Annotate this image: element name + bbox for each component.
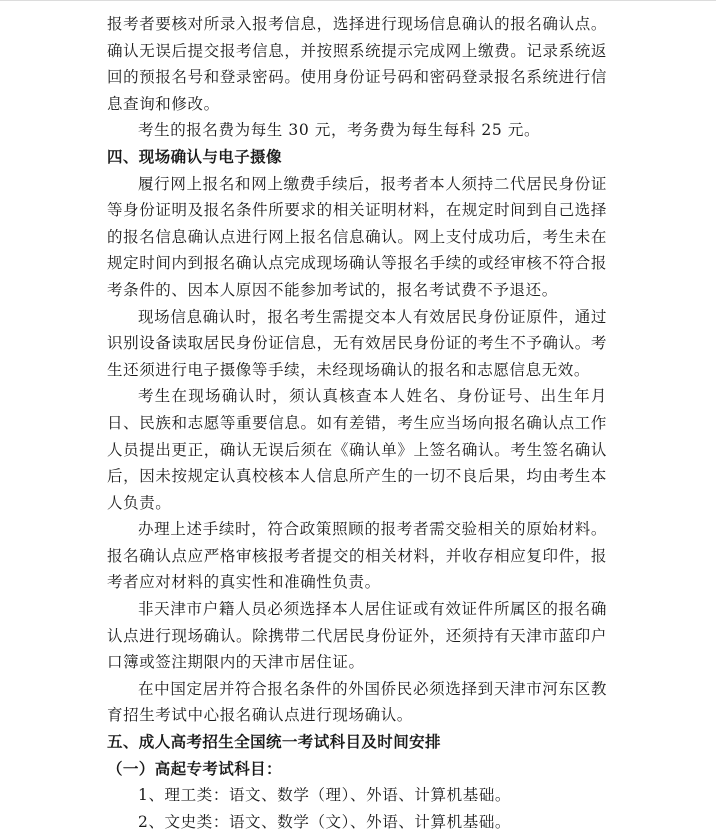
paragraph-non-local: 非天津市户籍人员必须选择本人居住证或有效证件所属区的报名确认点进行现场确认。除携带二代居民身份证外，还须持有天津市蓝印户口簿或签注期限内的天津市居住证。 [107,600,607,672]
paragraph-id-verification: 现场信息确认时，报名考生需提交本人有效居民身份证原件，通过识别设备读取居民身份证信息，无有效居民身份证的考生不予确认。考生还须进行电子摄像等手续，未经现场确认的报名和志愿信息无效。 [107,307,607,379]
paragraph-foreign-residents: 在中国定居并符合报名条件的外国侨民必须选择到天津市河东区教育招生考试中心报名确认点进行现场确认。 [107,679,607,725]
list-item-science: 1、理工类：语文、数学（理）、外语、计算机基础。 [138,786,512,805]
paragraph-fees: 考生的报名费为每生 30 元，考务费为每生每科 25 元。 [138,121,541,140]
list-item-humanities: 2、文史类：语文、数学（文）、外语、计算机基础。 [138,812,512,831]
subsection-heading-1: （一）高起专考试科目： [107,759,282,778]
paragraph-confirmation-procedure: 履行网上报名和网上缴费手续后，报考者本人须持二代居民身份证等身份证明及报名条件所要求的相关证明材料，在规定时间到自己选择的报名信息确认点进行网上报名信息确认。网上支付成功后，考生未在规定时间内到报名确认点完成现场确认等报名手续的或经审核不符合报考条件的、因本人原因不能参加考试的，报名考试费不予退还。 [107,174,607,299]
paragraph-online-submission: 报考者要核对所录入报考信息，选择进行现场信息确认的报名确认点。确认无误后提交报考信息，并按照系统提示完成网上缴费。记录系统返回的预报名号和登录密码。使用身份证号码和密码登录报名系统进行信息查询和修改。 [107,15,607,113]
document-body [107,11,607,835]
section-heading-4: 四、现场确认与电子摄像 [107,147,282,166]
paragraph-policy-materials: 办理上述手续时，符合政策照顾的报考者需交验相关的原始材料。报名确认点应严格审核报考者提交的相关材料，并收存相应复印件，报考者应对材料的真实性和准确性负责。 [107,520,607,592]
paragraph-info-check: 考生在现场确认时，须认真核查本人姓名、身份证号、出生年月日、民族和志愿等重要信息。如有差错，考生应当场向报名确认点工作人员提出更正，确认无误后须在《确认单》上签名确认。考生签名确认后，因未按规定认真校核本人信息所产生的一切不良后果，均由考生本人负责。 [107,387,607,512]
section-heading-5: 五、成人高考招生全国统一考试科目及时间安排 [107,733,441,752]
